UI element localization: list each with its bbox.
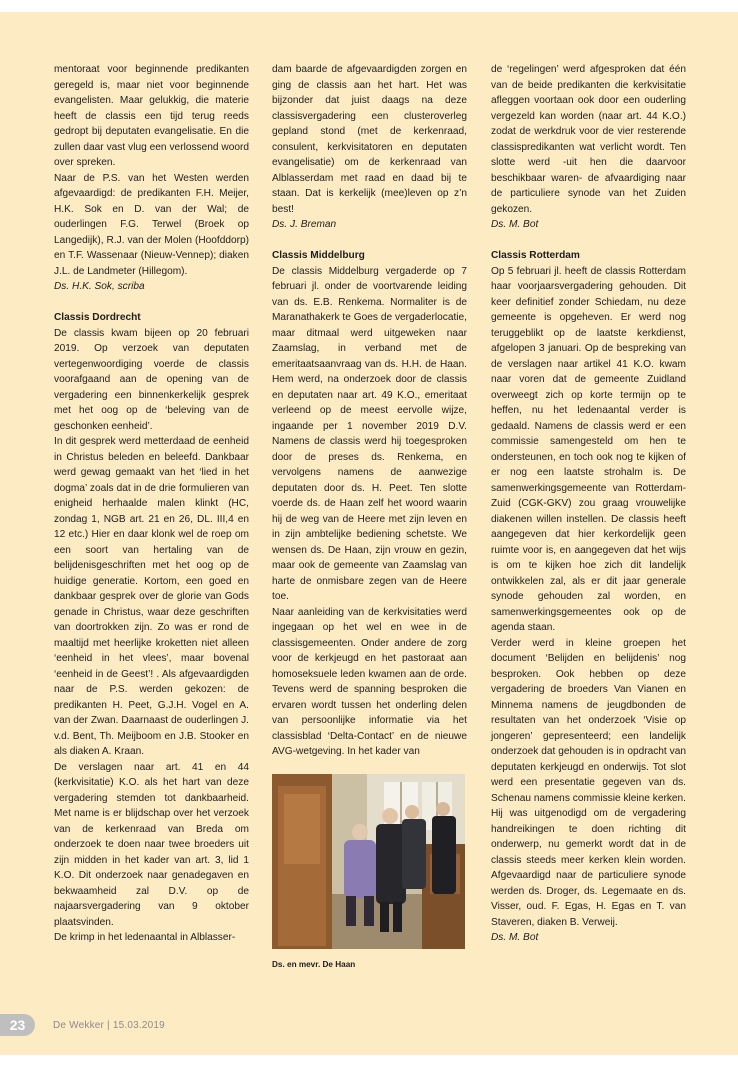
paragraph: De classis kwam bijeen op 20 februari 2019. Op verzoek van deputaten vertegenwoordiging voerde de classis voorafgaand aan de opening van de vergadering een binnenkerkelijk gesprek met het oog op de ‘beleving van de geschonken eenheid’. bbox=[54, 327, 249, 432]
section-heading-middelburg: Classis Middelburg bbox=[272, 250, 365, 261]
column-right bbox=[491, 62, 686, 946]
paragraph: Naar de P.S. van het Westen werden afgevaardigd: de predikanten F.H. Meijer, H.K. Sok en D. van der Wal; de ouderlingen F.G. Terwel (Broek op Langedijk), R.J. van der Molen (Hoofddorp) en T.F. Wassenaar (Nieuw-Vennep); diaken J.L. de Landmeter (Hillegom). bbox=[54, 172, 249, 277]
signature: Ds. M. Bot bbox=[491, 932, 539, 943]
page-number: 23 bbox=[0, 1014, 35, 1036]
paragraph: De verslagen naar art. 41 en 44 (kerkvisitatie) K.O. als het hart van deze vergadering stemden tot dankbaarheid. Met name is er blijdschap over het verzoek van de kerkenraad van Breda om onderzoek te doen naar twee broeders uit zijn midden in het kader van art. 3, lid 1 K.O. Dit onderzoek naar genadegaven en bekwaamheid zal D.V. op de najaarsvergadering van 9 oktober plaatsvinden. bbox=[54, 761, 249, 928]
paragraph: In dit gesprek werd metterdaad de eenheid in Christus beleden en beleefd. Dankbaar werd gewag gemaakt van het ‘lied in het dogma’ zoals dat in de drie formulieren van enigheid herhaalde malen klinkt (HC, zondag 1, NGB art. 21 en 26, DL. III,4 en 12 etc.) Hier en daar klonk wel de roep om een soort van hertaling van de belijdenisgeschriften met het oog op de huidige generatie. Kortom, een goed en dankbaar gesprek over de glorie van Gods genade in Christus, waar deze geschriften van doortrokken zijn. Zo was er rond de maaltijd met heerlijke kroketten niet alleen ‘eenheid in het vlees’, maar bovenal ‘eenheid in de Geest’! . Als afgevaardigden naar de P.S. werden gekozen: de predikanten H. Peet, G.J.H. Vogel en A. van der Zwan. Daarnaast de ouderlingen J. v.d. Bent, Th. Meijboom en J.B. Stooker en als diaken A. Kraan. bbox=[54, 436, 249, 757]
paragraph: dam baarde de afgevaardigden zorgen en ging de classis aan het hart. Het was bijzonder dat juist daags na deze classisvergadering een clusteroverleg gepland stond (met de kerkenraad, consulent, kerkvisitatoren en deputaten evangelisatie) om de kerkenraad van Alblasserdam met raad en daad bij te staan. Dat is kerkelijk (mee)leven op z’n best! bbox=[272, 64, 467, 215]
signature: Ds. M. Bot bbox=[491, 219, 539, 230]
paragraph: de ‘regelingen’ werd afgesproken dat één van de beide predikanten die kerkvisitatie afleggen voortaan ook door een ouderling vergezeld kan worden (naar art. 44 K.O.) zodat de werkdruk voor de vier resterende classispredikanten wat verlicht wordt. Ten slotte werd -uit hen die daarvoor beschikbaar waren- de afvaardiging naar de particuliere synode van het Zuiden gekozen. bbox=[491, 64, 686, 215]
section-heading-rotterdam: Classis Rotterdam bbox=[491, 250, 580, 261]
publication-info: De Wekker | 15.03.2019 bbox=[53, 1019, 165, 1031]
column-middle bbox=[272, 62, 467, 971]
paragraph: Naar aanleiding van de kerkvisitaties werd ingegaan op het wel en wee in de classisgemeenten. Onder andere de zorg voor de kerkjeugd en het pastoraat aan homoseksuele leden kwamen aan de orde. Tevens werd de spanning besproken die ervaren wordt tussen het onderling delen van persoonlijke informatie via het classisblad ‘Delta-Contact’ en de nieuwe AVG-wetgeving. In het kader van bbox=[272, 606, 467, 757]
magazine-page bbox=[0, 12, 738, 1055]
paragraph: Verder werd in kleine groepen het document ‘Belijden en belijdenis’ nog besproken. Ook hebben op deze vergadering de broeders Van Vianen en Minnema namens de jeugdbonden de resultaten van het onderzoek ‘Visie op jongeren’ gepresenteerd; een landelijk onderzoek dat gehouden is in opdracht van deputaten kerkjeugd en onderwijs. Tot slot werd een presentatie gegeven van ds. Schenau namens commissie kleine kerken. Hij was uitgenodigd om de vergadering handreikingen te doen richting dit onderwerp, nu gemerkt wordt dat in de classis steeds meer kerken klein worden. Afgevaardigd naar de particuliere synode werden ds. Droger, ds. Legemaate en ds. Visser, oud. F. Egas, H. Egas en T. van Staveren, diaken B. Verweij. bbox=[491, 637, 686, 928]
paragraph: Op 5 februari jl. heeft de classis Rotterdam haar voorjaarsvergadering gehouden. Dit keer definitief zonder Schiedam, nu deze gemeente is opgeheven. Er werd nog teruggeblikt op de laatste kerkdienst, afgelopen 3 januari. Op de bespreking van de verslagen naar artikel 41 K.O. kwam naar voren dat de gemeente Zuidland overweegt zich op korte termijn op te heffen, nu het ledenaantal verder is gedaald. Namens de classis werd er een commissie samengesteld om hen te ondersteunen, en toch ook nog te kijken of er nog een laatste strohalm is. De samenwerkingsgemeente van Rotterdam-Zuid (CGK-GKV) zou graag vrouwelijke diakenen willen instellen. De classis heeft aangegeven dat hier kerkordelijk geen ruimte voor is, en aangegeven dat het wijs is om te kijken hoe zich dit landelijk ontwikkelen zal, als er dit jaar generale synode gehouden zal worden, en samenwerkingsgemeentes ook op de agenda staan. bbox=[491, 265, 686, 633]
signature: Ds. H.K. Sok, scriba bbox=[54, 281, 145, 292]
paragraph: De classis Middelburg vergaderde op 7 februari jl. onder de voortvarende leiding van ds. E.B. Renkema. Normaliter is de Maranathakerk te Goes de vergaderlocatie, maar ditmaal werd uitgeweken naar Zaamslag, in verband met de emeritaatsaanvraag van ds. H.H. de Haan. Hem werd, na onderzoek door de classis en deputaten naar art. 49 K.O., emeritaat verleend op de meest eervolle wijze, ingaande per 1 november 2019 D.V. Namens de classis werd hij toegesproken door de preses ds. Renkema, en vervolgens namens de aanwezige deputaten door ds. H. Peet. Ten slotte voerde ds. de Haan zelf het woord waarin hij de weg van de Heere met zijn leven en in zijn ambtelijke bediening schetste. We wensen ds. De Haan, zijn vrouw en gezin, maar ook de gemeente van Zaamslag van harte de onmisbare zegen van de Heere toe. bbox=[272, 265, 467, 602]
signature: Ds. J. Breman bbox=[272, 219, 337, 230]
photo-illustration bbox=[272, 774, 465, 949]
column-left bbox=[54, 62, 249, 946]
photo-church-interior bbox=[272, 774, 465, 949]
photo-caption: Ds. en mevr. De Haan bbox=[272, 959, 356, 969]
page-footer bbox=[0, 1014, 165, 1036]
paragraph: mentoraat voor beginnende predikanten geregeld is, maar niet voor beginnende evangelisten. Maar gelukkig, die materie heeft de classis een tijd terug reeds gedropt bij deputaten evangelisatie. En die zullen daar vast vlug een verlossend woord over spreken. bbox=[54, 64, 249, 168]
section-heading-dordrecht: Classis Dordrecht bbox=[54, 312, 141, 323]
paragraph: De krimp in het ledenaantal in Alblasser- bbox=[54, 932, 236, 943]
